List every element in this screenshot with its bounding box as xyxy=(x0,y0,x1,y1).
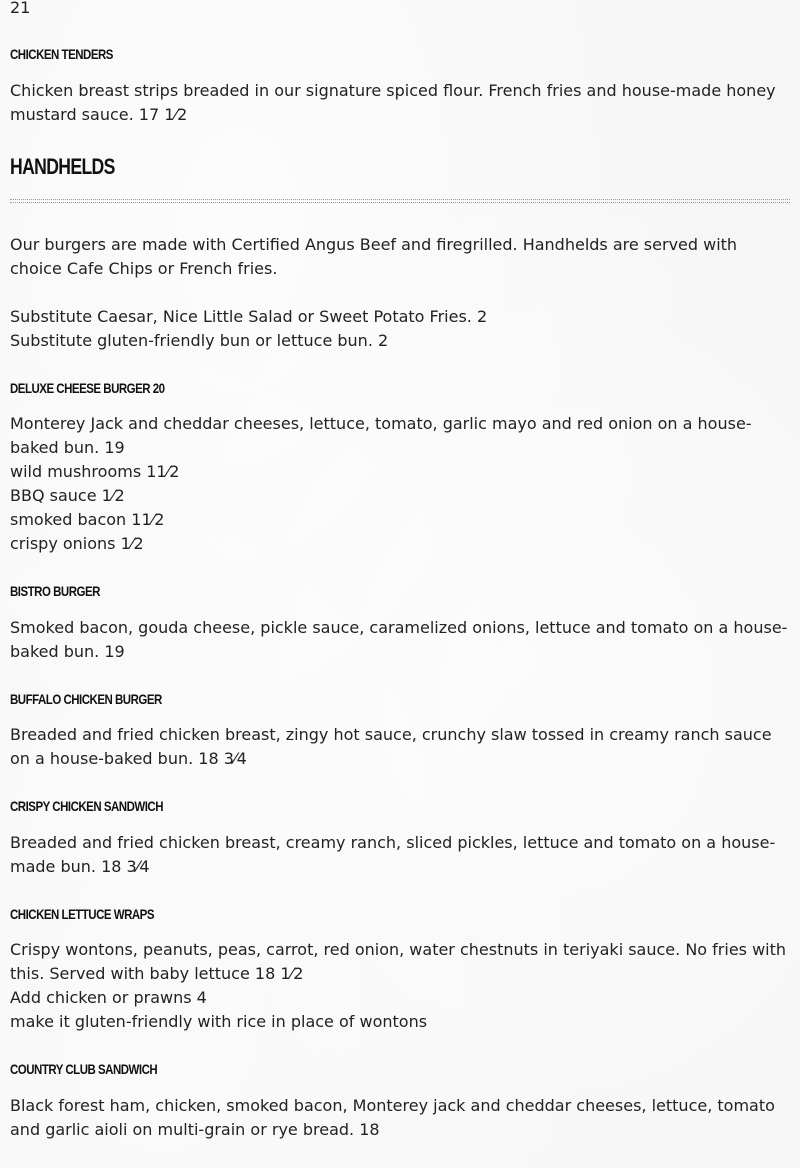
section-title-handhelds: HANDHELDS xyxy=(10,154,115,179)
item-description-crispy-chicken-sandwich: Breaded and fried chicken breast, creamy ranch, sliced pickles, lettuce and tomato on a house-made bun. 18 3⁄4 xyxy=(10,833,776,876)
item-title-bistro-burger: BISTRO BURGER xyxy=(10,583,100,599)
item-title-country-club-sandwich: COUNTRY CLUB SANDWICH xyxy=(10,1061,158,1077)
item-description-bistro-burger: Smoked bacon, gouda cheese, pickle sauce, caramelized onions, lettuce and tomato on a house-baked bun. 19 xyxy=(10,618,788,661)
section-divider xyxy=(10,199,790,203)
section-intro-handhelds: Our burgers are made with Certified Angus Beef and firegrilled. Handhelds are served with choice Cafe Chips or French fries. xyxy=(10,235,738,278)
item-description-chicken-lettuce-wraps: Crispy wontons, peanuts, peas, carrot, red onion, water chestnuts in teriyaki sauce. No fries with this. Served with baby lettuce 18 1⁄2 Add chicken or prawns 4 make it gluten-friendly with rice in place of wontons xyxy=(10,940,787,1031)
item-description-deluxe-cheese-burger: Monterey Jack and cheddar cheeses, lettuce, tomato, garlic mayo and red onion on a house-baked bun. 19 wild mushrooms 11⁄2 BBQ sauce 1⁄2 smoked bacon 11⁄2 crispy onions 1⁄2 xyxy=(10,414,752,553)
item-title-chicken-tenders: CHICKEN TENDERS xyxy=(10,46,113,62)
item-description-buffalo-chicken-burger: Breaded and fried chicken breast, zingy hot sauce, crunchy slaw tossed in creamy ranch sauce on a house-baked bun. 18 3⁄4 xyxy=(10,725,772,768)
item-title-deluxe-cheese-burger: DELUXE CHEESE BURGER 20 xyxy=(10,380,165,396)
item-description-chicken-tenders: Chicken breast strips breaded in our signature spiced flour. French fries and house-made honey mustard sauce. 17 1⁄2 xyxy=(10,81,776,124)
previous-item-price-fragment: 21 xyxy=(10,0,31,17)
item-title-chicken-lettuce-wraps: CHICKEN LETTUCE WRAPS xyxy=(10,906,155,922)
item-title-buffalo-chicken-burger: BUFFALO CHICKEN BURGER xyxy=(10,691,162,707)
item-description-country-club-sandwich: Black forest ham, chicken, smoked bacon, Monterey jack and cheddar cheeses, lettuce, tomato and garlic aioli on multi-grain or rye bread. 18 xyxy=(10,1096,775,1139)
section-substitutions: Substitute Caesar, Nice Little Salad or Sweet Potato Fries. 2 Substitute gluten-friendly bun or lettuce bun. 2 xyxy=(10,307,488,350)
item-title-crispy-chicken-sandwich: CRISPY CHICKEN SANDWICH xyxy=(10,798,164,814)
